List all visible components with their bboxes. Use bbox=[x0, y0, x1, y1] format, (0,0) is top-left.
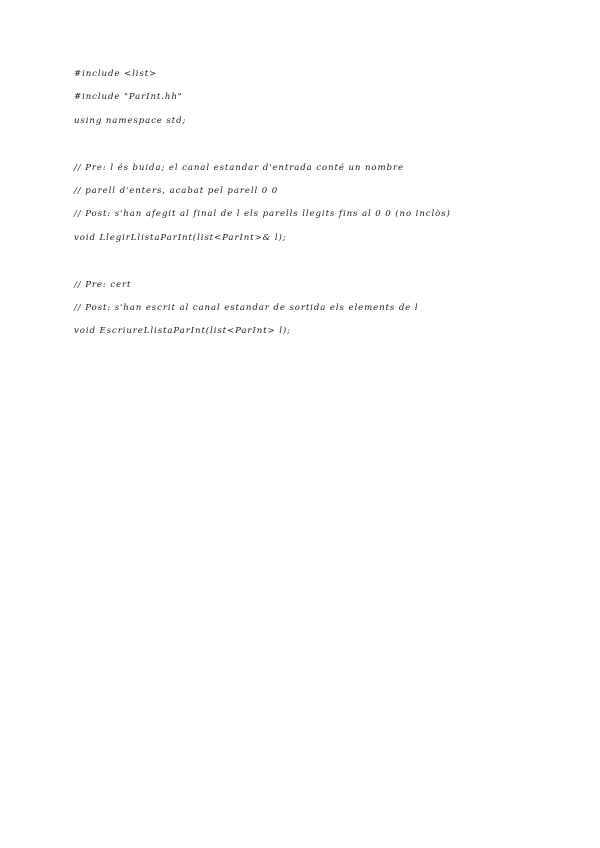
using-namespace-line: using namespace std; bbox=[74, 115, 187, 126]
blank-line bbox=[74, 255, 574, 278]
include-list-line: #include <list> bbox=[74, 69, 158, 79]
include-parint-line: #include "ParInt.hh" bbox=[74, 92, 183, 103]
post-comment-line: // Post: s'han afegit al final de l els parells llegits fins al 0 0 (no inclòs) bbox=[74, 209, 451, 220]
pre-comment-line-2: // parell d'enters, acabat pel parell 0 0 bbox=[74, 185, 279, 196]
escriure-declaration-line: void EscriureLlistaParInt(list<ParInt> l); bbox=[74, 326, 291, 337]
post-escrit-comment-line: // Post: s'han escrit al canal estandar de sortida els elements de l bbox=[74, 302, 419, 313]
blank-line bbox=[74, 138, 574, 161]
code-block bbox=[74, 68, 574, 349]
pre-comment-line-1: // Pre: l és buida; el canal estandar d'entrada conté un nombre bbox=[74, 162, 404, 173]
pre-cert-comment-line: // Pre: cert bbox=[74, 279, 132, 290]
llegir-declaration-line: void LlegirLlistaParInt(list<ParInt>& l); bbox=[74, 232, 287, 243]
